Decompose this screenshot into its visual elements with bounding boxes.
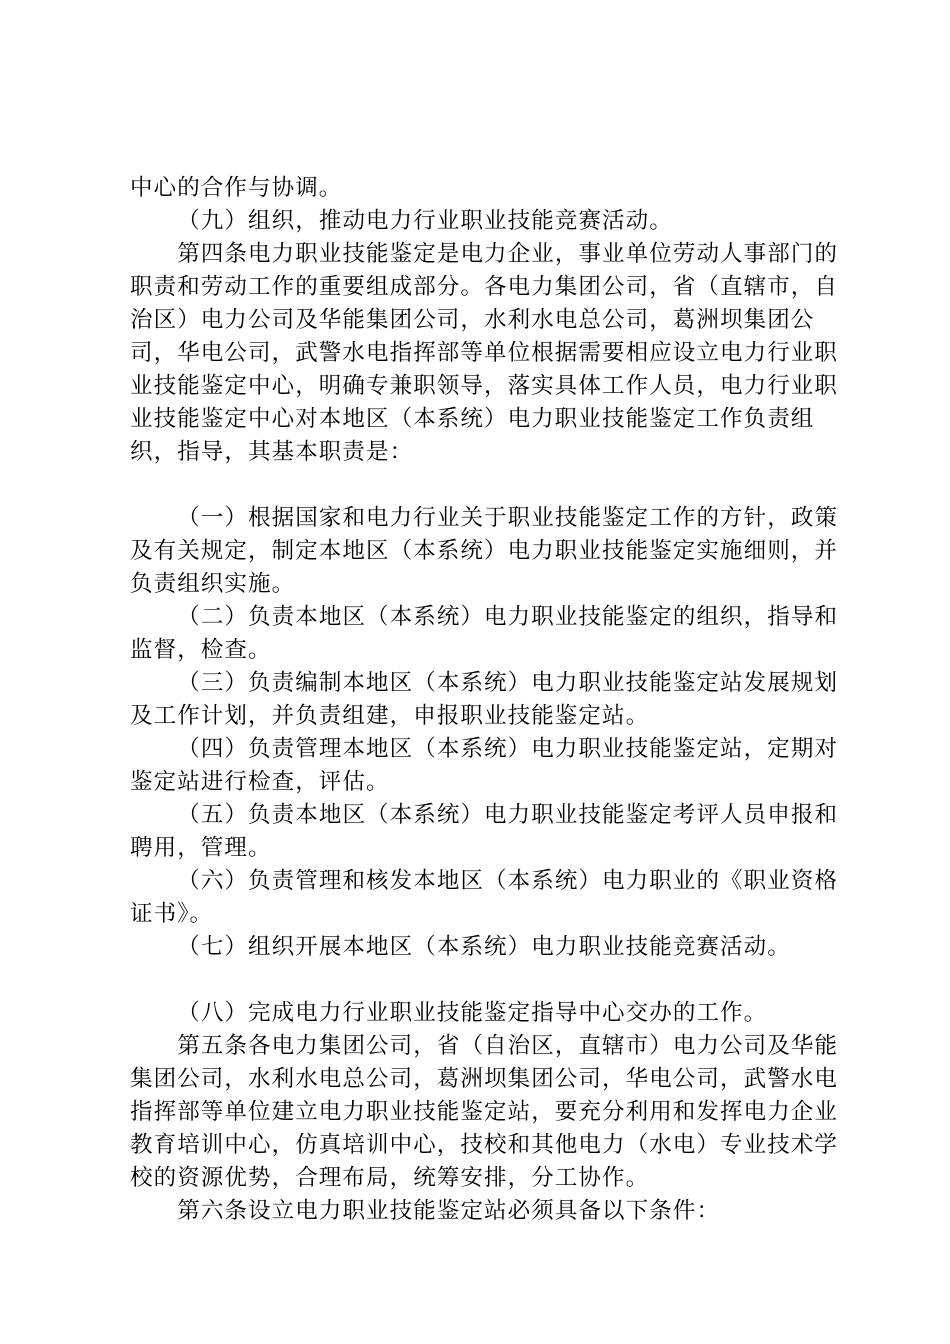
paragraph-duty-8: （八）完成电力行业职业技能鉴定指导中心交办的工作。 [177,1000,768,1026]
paragraph-article-6: 第六条设立电力职业技能鉴定站必须具备以下条件： [177,1198,721,1224]
paragraph-continuation: 中心的合作与协调。 [130,175,343,201]
paragraph-duty-2: （二）负责本地区（本系统）电力职业技能鉴定的组织，指导和监督，检查。 [130,604,839,663]
paragraph-article-4: 第四条电力职业技能鉴定是电力企业，事业单位劳动人事部门的职责和劳动工作的重要组成部分。各电力集团公司，省（直辖市，自治区）电力公司及华能集团公司，水利水电总公司，葛洲坝集团公司，华电公司，武警水电指挥部等单位根据需要相应设立电力行业职业技能鉴定中心，明确专兼职领导，落实具体工作人员，电力行业职业技能鉴定中心对本地区（本系统）电力职业技能鉴定工作负责组织，指导，其基本职责是： [130,241,839,465]
paragraph-duty-4: （四）负责管理本地区（本系统）电力职业技能鉴定站，定期对鉴定站进行检查，评估。 [130,736,839,795]
paragraph-duty-1: （一）根据国家和电力行业关于职业技能鉴定工作的方针，政策及有关规定，制定本地区（本系统）电力职业技能鉴定实施细则，并负责组织实施。 [130,505,839,597]
paragraph-duty-7: （七）组织开展本地区（本系统）电力职业技能竞赛活动。 [177,934,791,960]
document-body [130,172,850,1228]
paragraph-duty-5: （五）负责本地区（本系统）电力职业技能鉴定考评人员申报和聘用，管理。 [130,802,839,861]
paragraph-article-5: 第五条各电力集团公司，省（自治区，直辖市）电力公司及华能集团公司，水利水电总公司，葛洲坝集团公司，华电公司，武警水电指挥部等单位建立电力职业技能鉴定站，要充分利用和发挥电力企业教育培训中心，仿真培训中心，技校和其他电力（水电）专业技术学校的资源优势，合理布局，统筹安排，分工协作。 [130,1033,839,1191]
paragraph-item-9: （九）组织，推动电力行业职业技能竞赛活动。 [177,208,673,234]
paragraph-duty-6: （六）负责管理和核发本地区（本系统）电力职业的《职业资格证书》。 [130,868,839,927]
paragraph-duty-3: （三）负责编制本地区（本系统）电力职业技能鉴定站发展规划及工作计划，并负责组建，申报职业技能鉴定站。 [130,670,839,729]
